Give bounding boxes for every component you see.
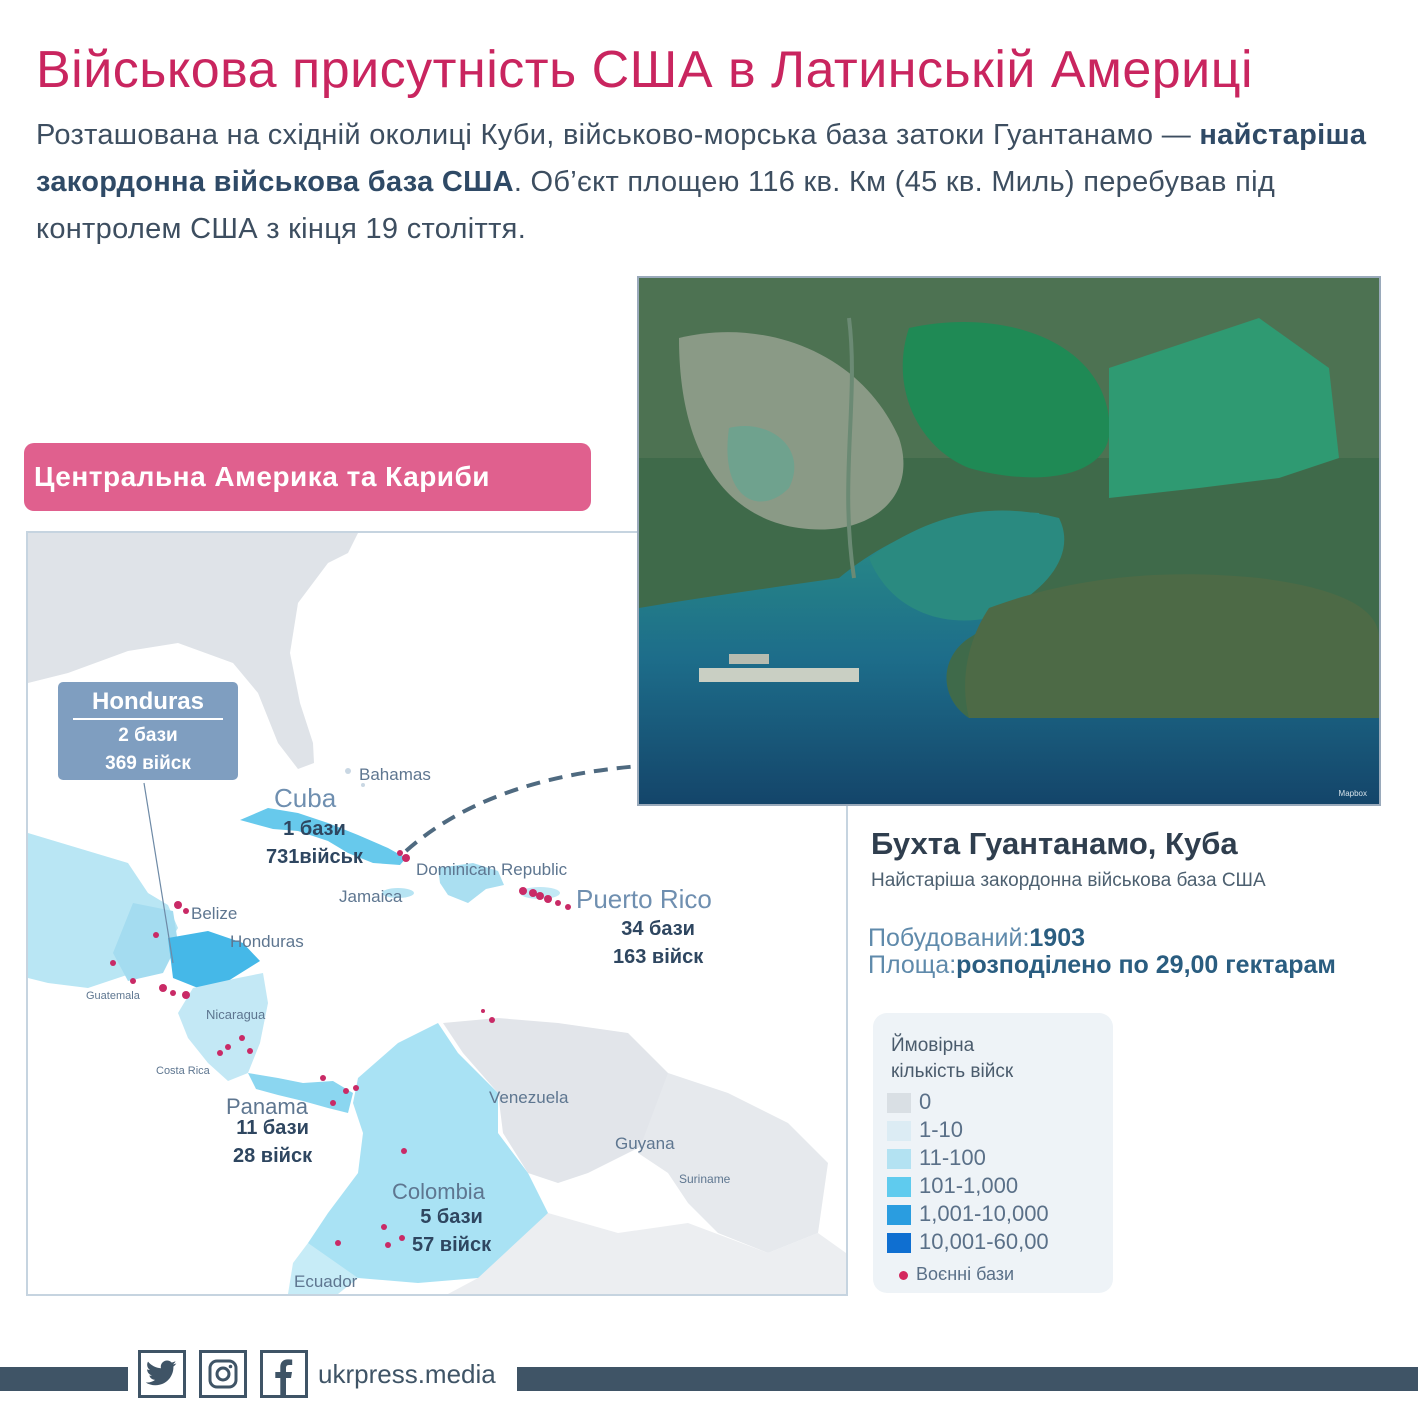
label-bahamas: Bahamas bbox=[359, 765, 431, 784]
colombia-bases: 5 бази bbox=[420, 1206, 483, 1228]
label-guatemala: Guatemala bbox=[86, 990, 140, 1002]
panama-bases: 11 бази bbox=[236, 1117, 309, 1139]
footer-bar-left bbox=[0, 1367, 128, 1391]
panama-troops: 28 війск bbox=[233, 1145, 313, 1167]
label-ecuador: Ecuador bbox=[294, 1272, 358, 1291]
label-costa-rica: Costa Rica bbox=[156, 1065, 210, 1077]
cuba-stats bbox=[266, 815, 363, 871]
cuba-troops: 731військ bbox=[266, 846, 363, 868]
label-panama: Panama bbox=[226, 1094, 308, 1119]
legend-label: 11-100 bbox=[919, 1145, 986, 1170]
legend-bases-label: Воєнні бази bbox=[916, 1264, 1015, 1284]
intro-text-end: . Об’єкт площею 116 кв. Км (45 кв. Миль) перебував під контролем США з кінця 19 століття. bbox=[36, 166, 1276, 245]
guyana-suriname-shape bbox=[638, 1073, 828, 1253]
legend-bases-entry bbox=[899, 1264, 1014, 1285]
guantanamo-title: Бухта Гуантанамо, Куба bbox=[871, 826, 1238, 861]
label-colombia: Colombia bbox=[392, 1179, 485, 1204]
label-cuba: Cuba bbox=[274, 783, 337, 813]
page-title: Військова присутність США в Латинській Америці bbox=[36, 41, 1254, 99]
label-guyana: Guyana bbox=[615, 1134, 675, 1153]
puerto-rico-stats bbox=[613, 915, 703, 971]
guantanamo-subtitle: Найстаріша закордонна військова база США bbox=[871, 870, 1266, 891]
built-value: 1903 bbox=[1029, 924, 1086, 952]
callout-divider bbox=[73, 718, 223, 720]
callout-country: Honduras bbox=[91, 688, 204, 715]
intro-paragraph bbox=[36, 112, 1386, 253]
legend-title-line1: Ймовірна bbox=[891, 1035, 975, 1056]
colombia-stats bbox=[412, 1203, 491, 1259]
built-label: Побудований: bbox=[868, 924, 1030, 952]
twitter-link[interactable] bbox=[138, 1350, 186, 1398]
footer-bar-right bbox=[517, 1367, 1418, 1391]
legend-title bbox=[891, 1033, 1013, 1085]
legend-swatch bbox=[887, 1121, 911, 1141]
area-label: Площа: bbox=[868, 951, 957, 979]
legend-swatch bbox=[887, 1205, 911, 1225]
puerto-rico-bases: 34 бази bbox=[621, 918, 695, 940]
intro-text-highlight: найстаріша закордонна військова база США bbox=[36, 119, 1367, 198]
legend-label: 0 bbox=[919, 1089, 932, 1114]
intro-text-start: Розташована на східній околиці Куби, військово-морська база затоки Гуантанамо — bbox=[36, 119, 1200, 151]
legend-swatch bbox=[887, 1177, 911, 1197]
area-value: розподілено по 29,00 гектарам bbox=[956, 951, 1336, 979]
built-fact bbox=[868, 924, 1085, 953]
site-link[interactable]: ukrpress.media bbox=[318, 1359, 496, 1389]
label-belize: Belize bbox=[191, 904, 238, 923]
panama-stats bbox=[233, 1114, 312, 1170]
legend-label: 1-10 bbox=[919, 1117, 964, 1142]
facebook-link[interactable] bbox=[260, 1350, 308, 1398]
legend-label: 1,001-10,000 bbox=[919, 1201, 1049, 1226]
label-dominican-republic: Dominican Republic bbox=[416, 860, 568, 879]
area-fact bbox=[868, 951, 1336, 980]
label-puerto-rico: Puerto Rico bbox=[576, 884, 712, 914]
instagram-icon bbox=[202, 1353, 244, 1395]
callout-bases: 2 бази bbox=[118, 725, 178, 746]
legend-label: 101-1,000 bbox=[919, 1173, 1019, 1198]
legend-swatch bbox=[887, 1149, 911, 1169]
label-venezuela: Venezuela bbox=[489, 1088, 569, 1107]
region-badge: Центральна Америка та Кариби bbox=[24, 443, 591, 511]
label-nicaragua: Nicaragua bbox=[206, 1007, 266, 1022]
cuba-bases: 1 бази bbox=[283, 818, 346, 840]
instagram-link[interactable] bbox=[199, 1350, 247, 1398]
facebook-icon bbox=[263, 1353, 305, 1395]
legend-title-line2: кількість війск bbox=[891, 1061, 1014, 1082]
colombia-troops: 57 війск bbox=[412, 1234, 492, 1256]
puerto-rico-troops: 163 війск bbox=[613, 946, 704, 968]
map-legend bbox=[873, 1013, 1113, 1293]
legend-swatch bbox=[887, 1093, 911, 1113]
connector-dashed-line bbox=[406, 766, 640, 851]
callout-troops: 369 війск bbox=[105, 753, 191, 774]
label-honduras: Honduras bbox=[230, 932, 304, 951]
military-base-dot-icon bbox=[899, 1271, 908, 1280]
legend-label: 10,001-60,00 bbox=[919, 1229, 1049, 1254]
satellite-graphic bbox=[639, 278, 1379, 804]
label-suriname: Suriname bbox=[679, 1172, 731, 1186]
label-jamaica: Jamaica bbox=[339, 887, 403, 906]
honduras-callout bbox=[58, 682, 238, 780]
photo-credit: Mapbox bbox=[1338, 789, 1367, 798]
legend-swatch bbox=[887, 1233, 911, 1253]
twitter-icon bbox=[141, 1353, 183, 1395]
satellite-photo bbox=[637, 276, 1381, 806]
